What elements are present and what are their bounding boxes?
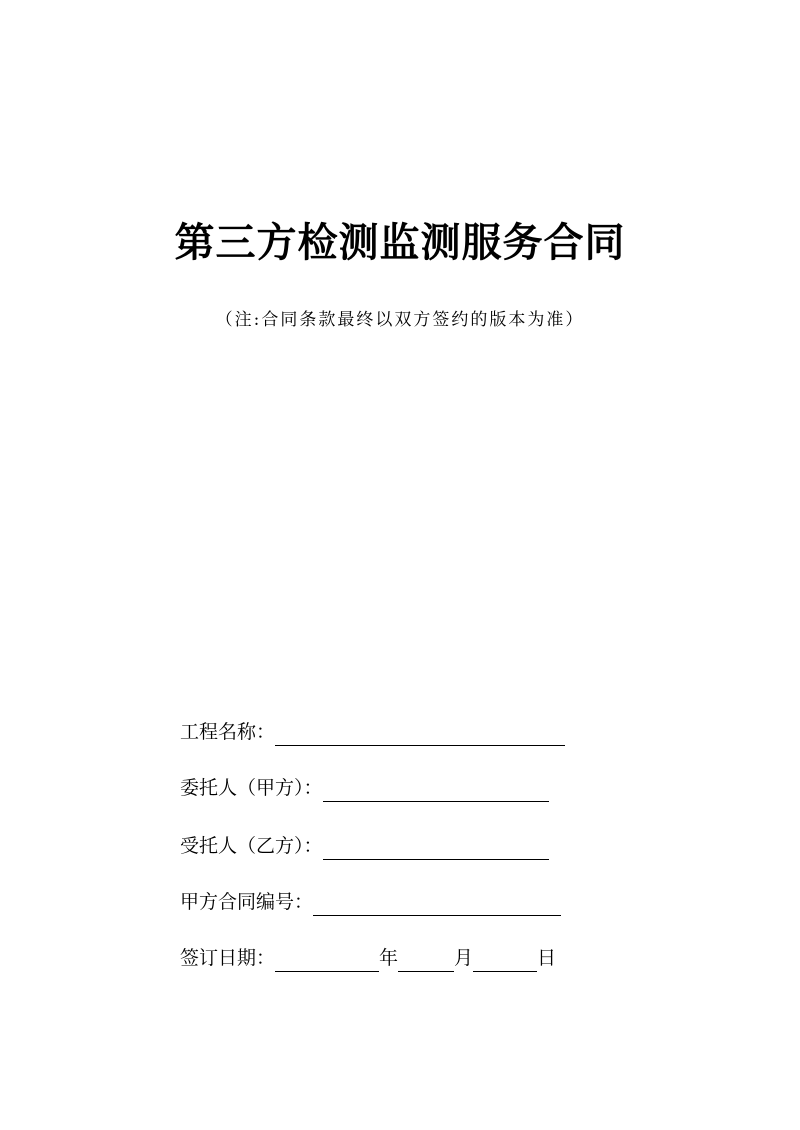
year-label: 年 — [379, 947, 399, 969]
contract-number-row — [180, 880, 561, 916]
client-blank[interactable] — [323, 777, 549, 802]
document-note: （注:合同条款最终以双方签约的版本为准） — [215, 310, 585, 330]
month-label: 月 — [454, 947, 474, 969]
day-label: 日 — [537, 947, 557, 969]
client-label: 委托人（甲方）： — [180, 777, 323, 799]
contract-number-blank[interactable] — [313, 891, 561, 916]
document-title: 第三方检测监测服务合同 — [174, 219, 626, 266]
contractor-blank[interactable] — [323, 835, 549, 860]
sign-year-blank[interactable] — [275, 947, 379, 972]
sign-month-blank[interactable] — [398, 947, 454, 972]
project-name-blank[interactable] — [275, 721, 565, 746]
sign-date-row — [180, 936, 556, 972]
sign-day-blank[interactable] — [473, 947, 537, 972]
project-name-label: 工程名称： — [180, 721, 276, 743]
sign-date-label: 签订日期： — [180, 947, 276, 969]
contract-number-label: 甲方合同编号： — [180, 891, 314, 913]
contractor-row — [180, 824, 549, 860]
client-row — [180, 766, 549, 802]
project-name-row — [180, 710, 565, 746]
contractor-label: 受托人（乙方）： — [180, 835, 323, 857]
